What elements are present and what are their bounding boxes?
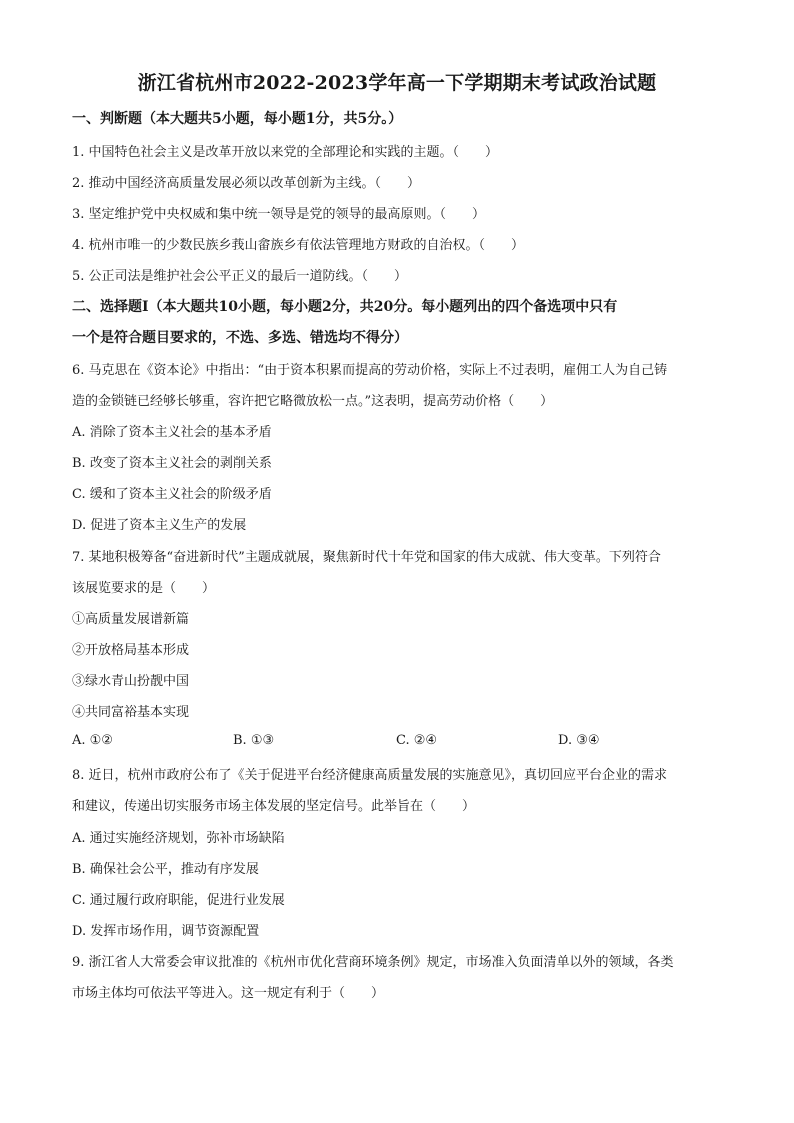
question-7-option-b: B. ①③ xyxy=(233,733,275,748)
section-2-heading-line-2: 一个是符合题目要求的，不选、多选、错选均不得分） xyxy=(72,330,408,346)
judgment-item-4: 4. 杭州市唯一的少数民族乡莪山畲族乡有依法管理地方财政的自治权。（ ） xyxy=(72,238,525,253)
question-7-statement-3: ③绿水青山扮靓中国 xyxy=(72,674,190,689)
question-7-option-a: A. ①② xyxy=(72,733,113,748)
question-8-option-c: C. 通过履行政府职能，促进行业发展 xyxy=(72,893,285,908)
judgment-item-2: 2. 推动中国经济高质量发展必须以改革创新为主线。（ ） xyxy=(72,176,421,191)
question-8-option-a: A. 通过实施经济规划，弥补市场缺陷 xyxy=(72,831,285,846)
question-7-statement-1: ①高质量发展谱新篇 xyxy=(72,612,190,627)
judgment-item-3: 3. 坚定维护党中央权威和集中统一领导是党的领导的最高原则。（ ） xyxy=(72,207,486,222)
question-7-stem-line-1: 7. 某地积极筹备“奋进新时代”主题成就展，聚焦新时代十年党和国家的伟大成就、伟大变革。下列符合 xyxy=(72,550,661,565)
question-6-option-d: D. 促进了资本主义生产的发展 xyxy=(72,518,247,533)
question-9-stem-line-2: 市场主体均可依法平等进入。这一规定有利于（ ） xyxy=(72,986,385,1001)
question-7-stem-line-2: 该展览要求的是（ ） xyxy=(72,581,216,596)
page-title: 浙江省杭州市2022-2023学年高一下学期期末考试政治试题 xyxy=(137,72,657,94)
question-6-option-a: A. 消除了资本主义社会的基本矛盾 xyxy=(72,425,272,440)
question-8-option-b: B. 确保社会公平，推动有序发展 xyxy=(72,862,259,877)
question-9-stem-line-1: 9. 浙江省人大常委会审议批准的《杭州市优化营商环境条例》规定，市场准入负面清单以外的领域，各类 xyxy=(72,955,674,970)
question-8-stem-line-2: 和建议，传递出切实服务市场主体发展的坚定信号。此举旨在（ ） xyxy=(72,799,476,814)
question-7-option-d: D. ③④ xyxy=(558,733,600,748)
question-6-option-c: C. 缓和了资本主义社会的阶级矛盾 xyxy=(72,487,272,502)
section-1-heading: 一、判断题（本大题共5小题，每小题1分，共5分。） xyxy=(72,111,403,127)
question-8-stem-line-1: 8. 近日，杭州市政府公布了《关于促进平台经济健康高质量发展的实施意见》，真切回应平台企业的需求 xyxy=(72,768,668,783)
question-6-option-b: B. 改变了资本主义社会的剥削关系 xyxy=(72,456,272,471)
question-7-statement-2: ②开放格局基本形成 xyxy=(72,643,190,658)
judgment-item-5: 5. 公正司法是维护社会公平正义的最后一道防线。（ ） xyxy=(72,269,408,284)
judgment-item-1: 1. 中国特色社会主义是改革开放以来党的全部理论和实践的主题。（ ） xyxy=(72,145,499,160)
question-8-option-d: D. 发挥市场作用，调节资源配置 xyxy=(72,924,260,939)
question-6-stem-line-1: 6. 马克思在《资本论》中指出：“由于资本积累而提高的劳动价格，实际上不过表明，雇佣工人为自己铸 xyxy=(72,363,668,378)
question-7-statement-4: ④共同富裕基本实现 xyxy=(72,705,190,720)
question-6-stem-line-2: 造的金锁链已经够长够重，容许把它略微放松一点。”这表明，提高劳动价格（ ） xyxy=(72,394,554,409)
question-7-option-c: C. ②④ xyxy=(396,733,438,748)
section-2-heading-line-1: 二、选择题Ⅰ（本大题共10小题，每小题2分，共20分。每小题列出的四个备选项中只有 xyxy=(72,299,618,315)
